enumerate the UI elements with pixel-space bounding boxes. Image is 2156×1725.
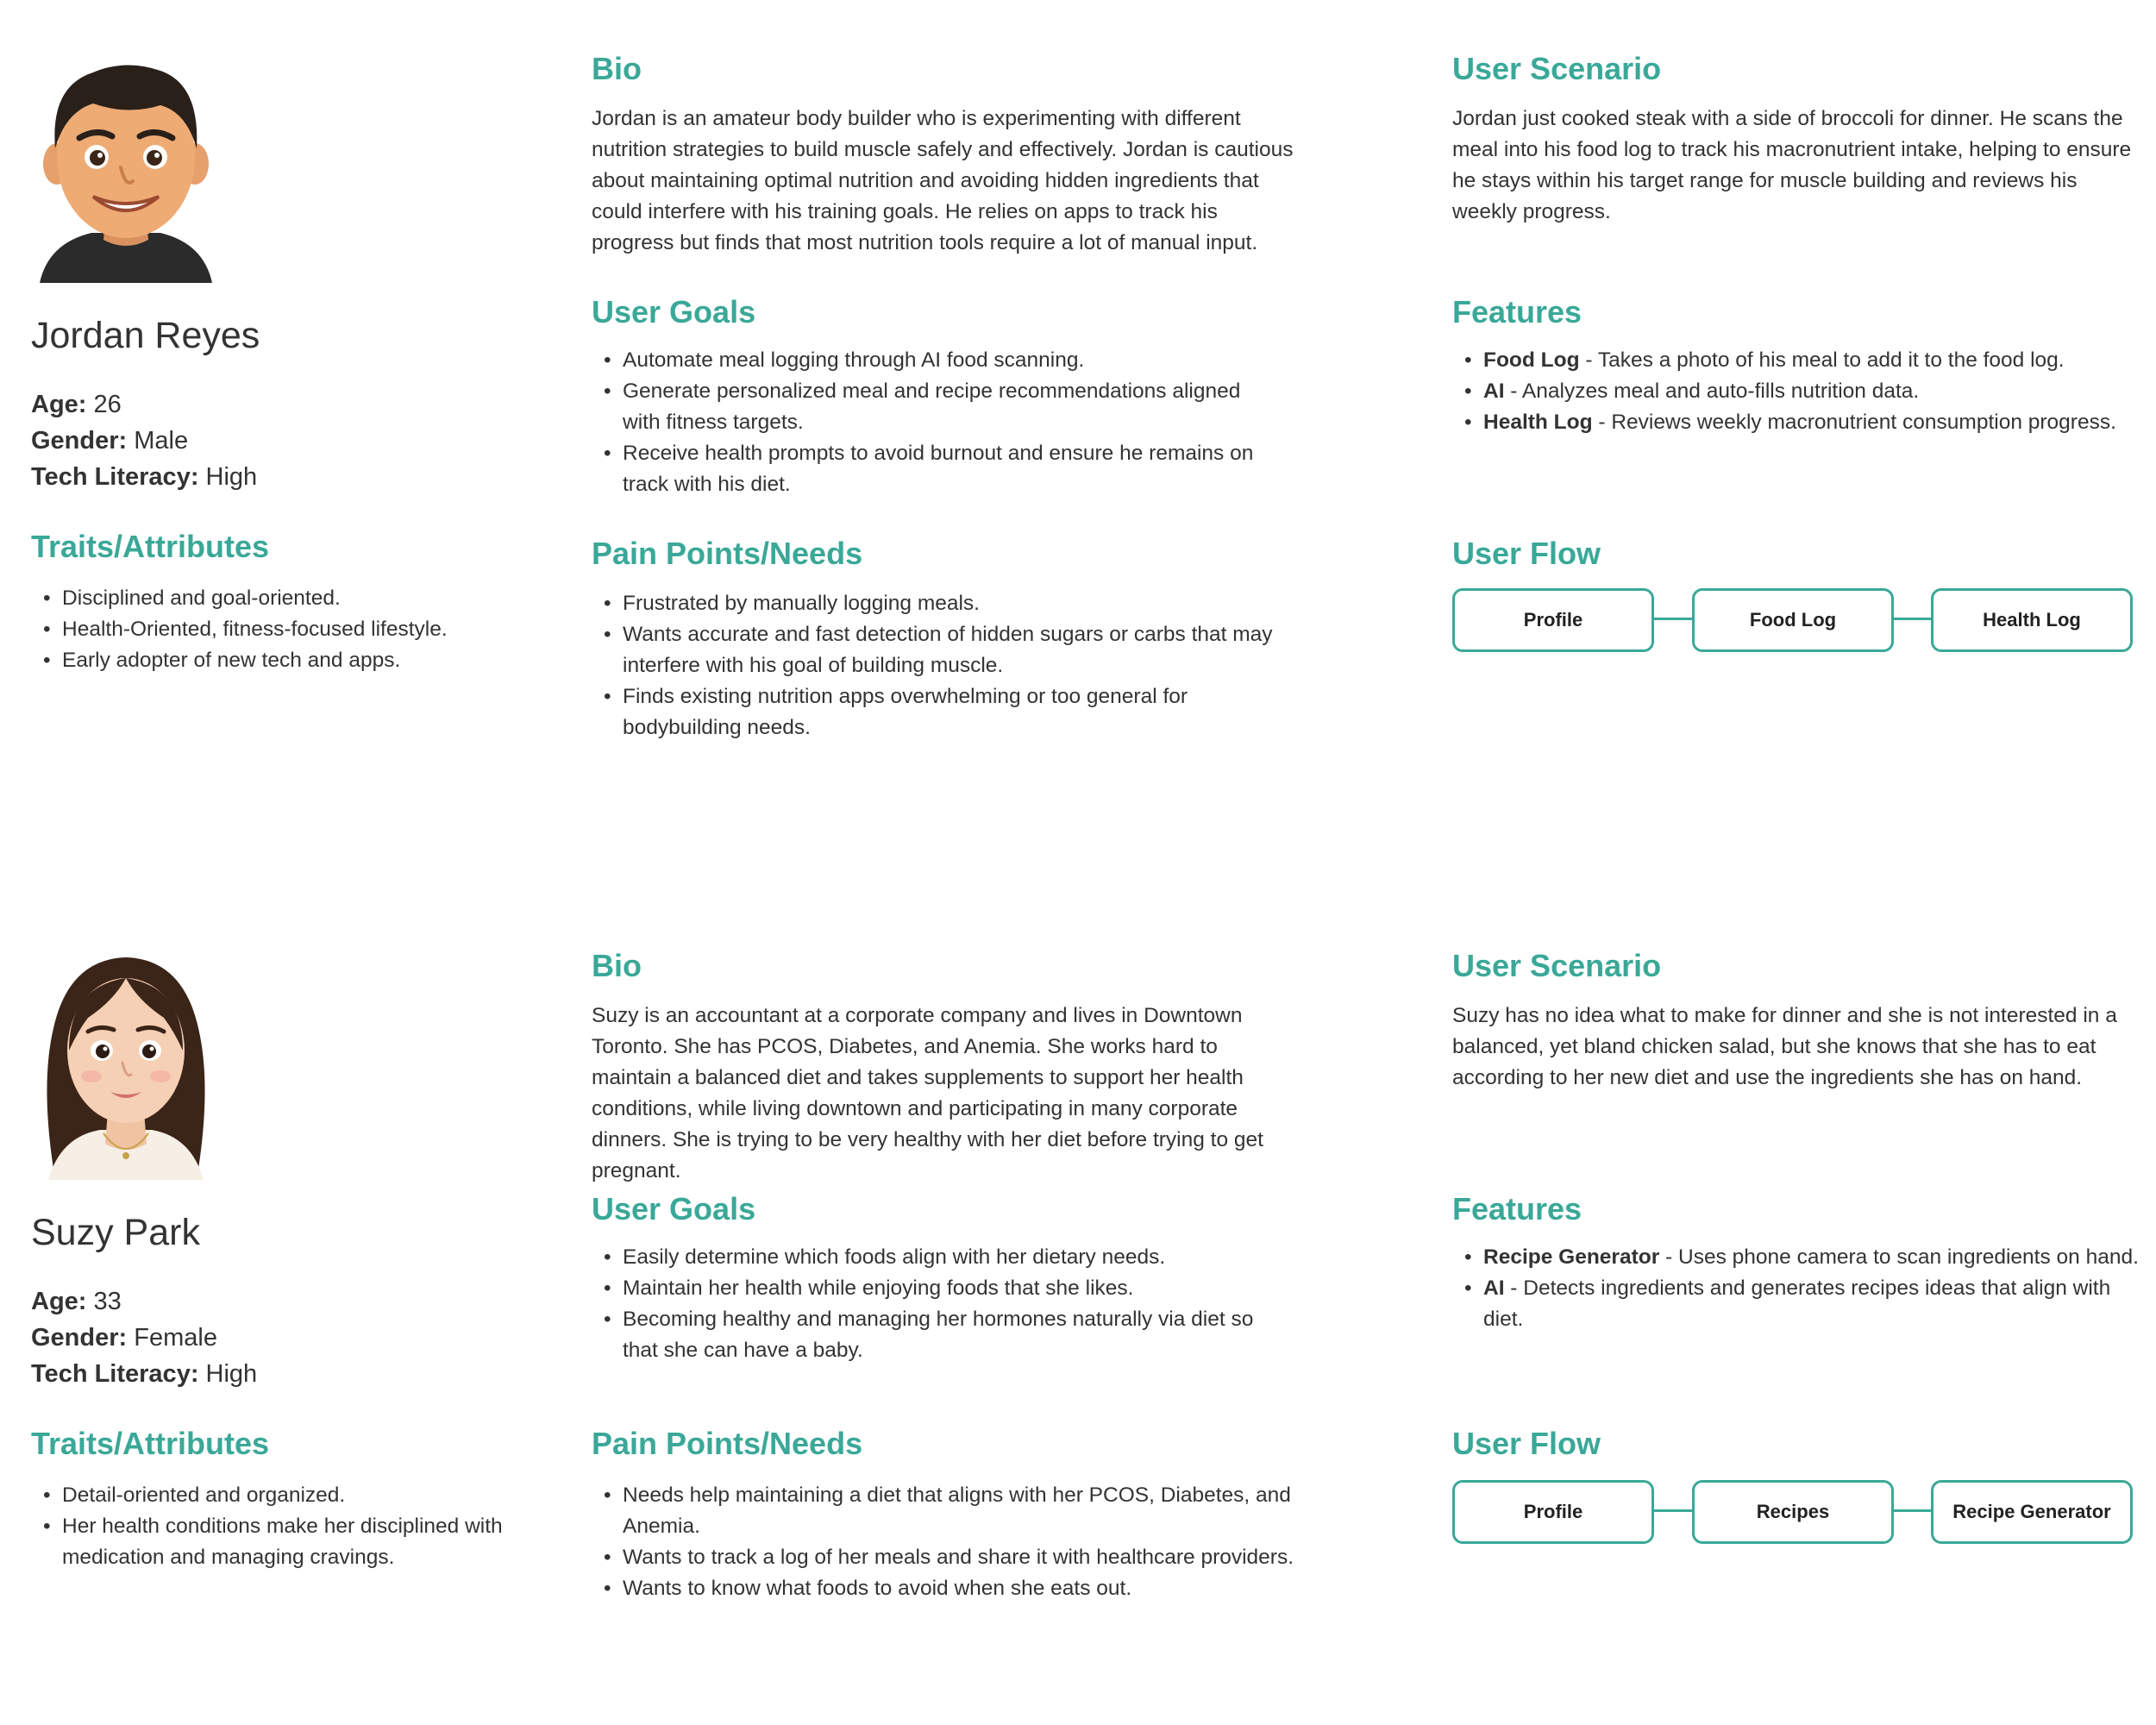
list-item: • Maintain her health while enjoying foods that she likes. (592, 1273, 1264, 1304)
user-flow-diagram (1452, 588, 2134, 650)
flow-step-health-log: Health Log (1931, 588, 2133, 652)
female-memoji-avatar-icon (31, 949, 221, 1180)
persona-card-jordan (0, 0, 2156, 828)
list-item: • Needs help maintaining a diet that aligns with her PCOS, Diabetes, and Anemia. (592, 1480, 1307, 1542)
feature-name: Health Log (1483, 411, 1593, 434)
persona-demographics (31, 386, 257, 495)
flow-step-food-log: Food Log (1692, 588, 1894, 652)
list-item: • Frustrated by manually logging meals. (592, 588, 1299, 619)
flow-connector (1654, 618, 1692, 620)
persona-name: Jordan Reyes (31, 315, 260, 356)
list-item (1452, 407, 2142, 438)
tech-literacy-row (31, 459, 257, 495)
list-item: • Early adopter of new tech and apps. (31, 645, 531, 676)
tech-literacy-value: High (205, 1360, 258, 1388)
pain-points-title: Pain Points/Needs (592, 536, 863, 571)
flow-connector (1894, 1509, 1931, 1512)
list-item (1452, 1273, 2151, 1335)
feature-desc: - Analyzes meal and auto-fills nutrition data. (1504, 380, 1920, 403)
user-flow-title: User Flow (1452, 536, 1601, 571)
bio-title: Bio (592, 948, 642, 983)
user-goals-title: User Goals (592, 1191, 756, 1226)
feature-name: AI (1483, 1276, 1505, 1300)
age-value: 26 (93, 391, 122, 418)
persona-card-suzy (0, 897, 2156, 1725)
feature-name: Recipe Generator (1483, 1245, 1660, 1269)
gender-label: Gender: (31, 1324, 128, 1352)
flow-step-recipe-generator: Recipe Generator (1931, 1480, 2133, 1544)
tech-literacy-value: High (205, 463, 258, 491)
pain-points-list (592, 1480, 1307, 1604)
age-row (31, 1283, 257, 1320)
list-item (1452, 376, 2142, 407)
list-item (1452, 345, 2142, 376)
gender-value: Female (134, 1324, 217, 1352)
bio-text: Suzy is an accountant at a corporate company and lives in Downtown Toronto. She has PCOS, Diabetes, and Anemia. She works hard to maintain a balanced diet and takes supplements to support her health conditions, while living downtown and participating in many corporate dinners. She is trying to be very healthy with her diet before trying to get pregnant. (592, 1004, 1263, 1182)
list-item: • Becoming healthy and managing her hormones naturally via diet so that she can have a baby. (592, 1304, 1264, 1366)
traits-title: Traits/Attributes (31, 1426, 270, 1461)
male-memoji-avatar-icon (31, 52, 221, 283)
persona-demographics (31, 1283, 257, 1392)
list-item: • Wants to track a log of her meals and share it with healthcare providers. (592, 1542, 1307, 1573)
feature-name: Food Log (1483, 348, 1580, 372)
list-item: • Wants to know what foods to avoid when she eats out. (592, 1573, 1307, 1604)
user-flow-diagram (1452, 1480, 2134, 1542)
feature-desc: - Reviews weekly macronutrient consumption progress. (1592, 411, 2116, 434)
age-label: Age: (31, 1288, 87, 1315)
list-item (1452, 1242, 2151, 1273)
flow-step-profile: Profile (1452, 588, 1654, 652)
list-item: • Detail-oriented and organized. (31, 1480, 523, 1511)
user-flow-title: User Flow (1452, 1426, 1601, 1461)
persona-name: Suzy Park (31, 1212, 200, 1253)
flow-connector (1654, 1509, 1692, 1512)
tech-literacy-row (31, 1356, 257, 1392)
features-list (1452, 1242, 2151, 1335)
traits-list (31, 1480, 523, 1573)
bio-title: Bio (592, 51, 642, 86)
user-scenario-title: User Scenario (1452, 51, 1662, 86)
user-goals-list (592, 1242, 1264, 1366)
gender-row (31, 1320, 257, 1356)
list-item: • Wants accurate and fast detection of hidden sugars or carbs that may interfere with his goal of building muscle. (592, 619, 1299, 681)
pain-points-list (592, 588, 1299, 743)
age-label: Age: (31, 391, 87, 418)
features-list (1452, 345, 2142, 438)
user-goals-list (592, 345, 1273, 500)
traits-title: Traits/Attributes (31, 529, 270, 564)
feature-name: AI (1483, 380, 1505, 403)
list-item: • Generate personalized meal and recipe recommendations aligned with fitness targets. (592, 376, 1273, 438)
list-item: • Health-Oriented, fitness-focused lifestyle. (31, 614, 531, 645)
tech-literacy-label: Tech Literacy: (31, 1360, 199, 1388)
list-item: • Easily determine which foods align with her dietary needs. (592, 1242, 1264, 1273)
age-value: 33 (93, 1288, 122, 1315)
list-item: • Her health conditions make her disciplined with medication and managing cravings. (31, 1511, 523, 1573)
list-item: • Finds existing nutrition apps overwhelming or too general for bodybuilding needs. (592, 681, 1299, 743)
feature-desc: - Uses phone camera to scan ingredients on hand. (1659, 1245, 2139, 1269)
features-title: Features (1452, 294, 1583, 329)
feature-desc: - Takes a photo of his meal to add it to the food log. (1579, 348, 2065, 372)
list-item: • Disciplined and goal-oriented. (31, 583, 531, 614)
list-item: • Receive health prompts to avoid burnout and ensure he remains on track with his diet. (592, 438, 1273, 500)
age-row (31, 386, 257, 423)
flow-connector (1894, 618, 1931, 620)
user-scenario-title: User Scenario (1452, 948, 1662, 983)
flow-step-recipes: Recipes (1692, 1480, 1894, 1544)
user-goals-title: User Goals (592, 294, 756, 329)
gender-label: Gender: (31, 427, 128, 455)
user-scenario-text: Jordan just cooked steak with a side of broccoli for dinner. He scans the meal into his food log to track his macronutrient intake, helping to ensure he stays within his target range for muscle building and reviews his weekly progress. (1452, 107, 2132, 223)
feature-desc: - Detects ingredients and generates recipes ideas that align with diet. (1483, 1276, 2111, 1331)
user-scenario-text: Suzy has no idea what to make for dinner and she is not interested in a balanced, yet bland chicken salad, but she knows that she has to eat according to her new diet and use the ingredients she has on hand. (1452, 1004, 2117, 1089)
gender-value: Male (134, 427, 189, 455)
tech-literacy-label: Tech Literacy: (31, 463, 199, 491)
pain-points-title: Pain Points/Needs (592, 1426, 863, 1461)
traits-list (31, 583, 531, 676)
features-title: Features (1452, 1191, 1583, 1226)
bio-text: Jordan is an amateur body builder who is experimenting with different nutrition strategies to build muscle safely and effectively. Jordan is cautious about maintaining optimal nutrition and avoiding hidden ingredients that could interfere with his training goals. He relies on apps to track his progress but finds that most nutrition tools require a lot of manual input. (592, 107, 1294, 254)
gender-row (31, 423, 257, 459)
flow-step-profile: Profile (1452, 1480, 1654, 1544)
list-item: • Automate meal logging through AI food scanning. (592, 345, 1273, 376)
